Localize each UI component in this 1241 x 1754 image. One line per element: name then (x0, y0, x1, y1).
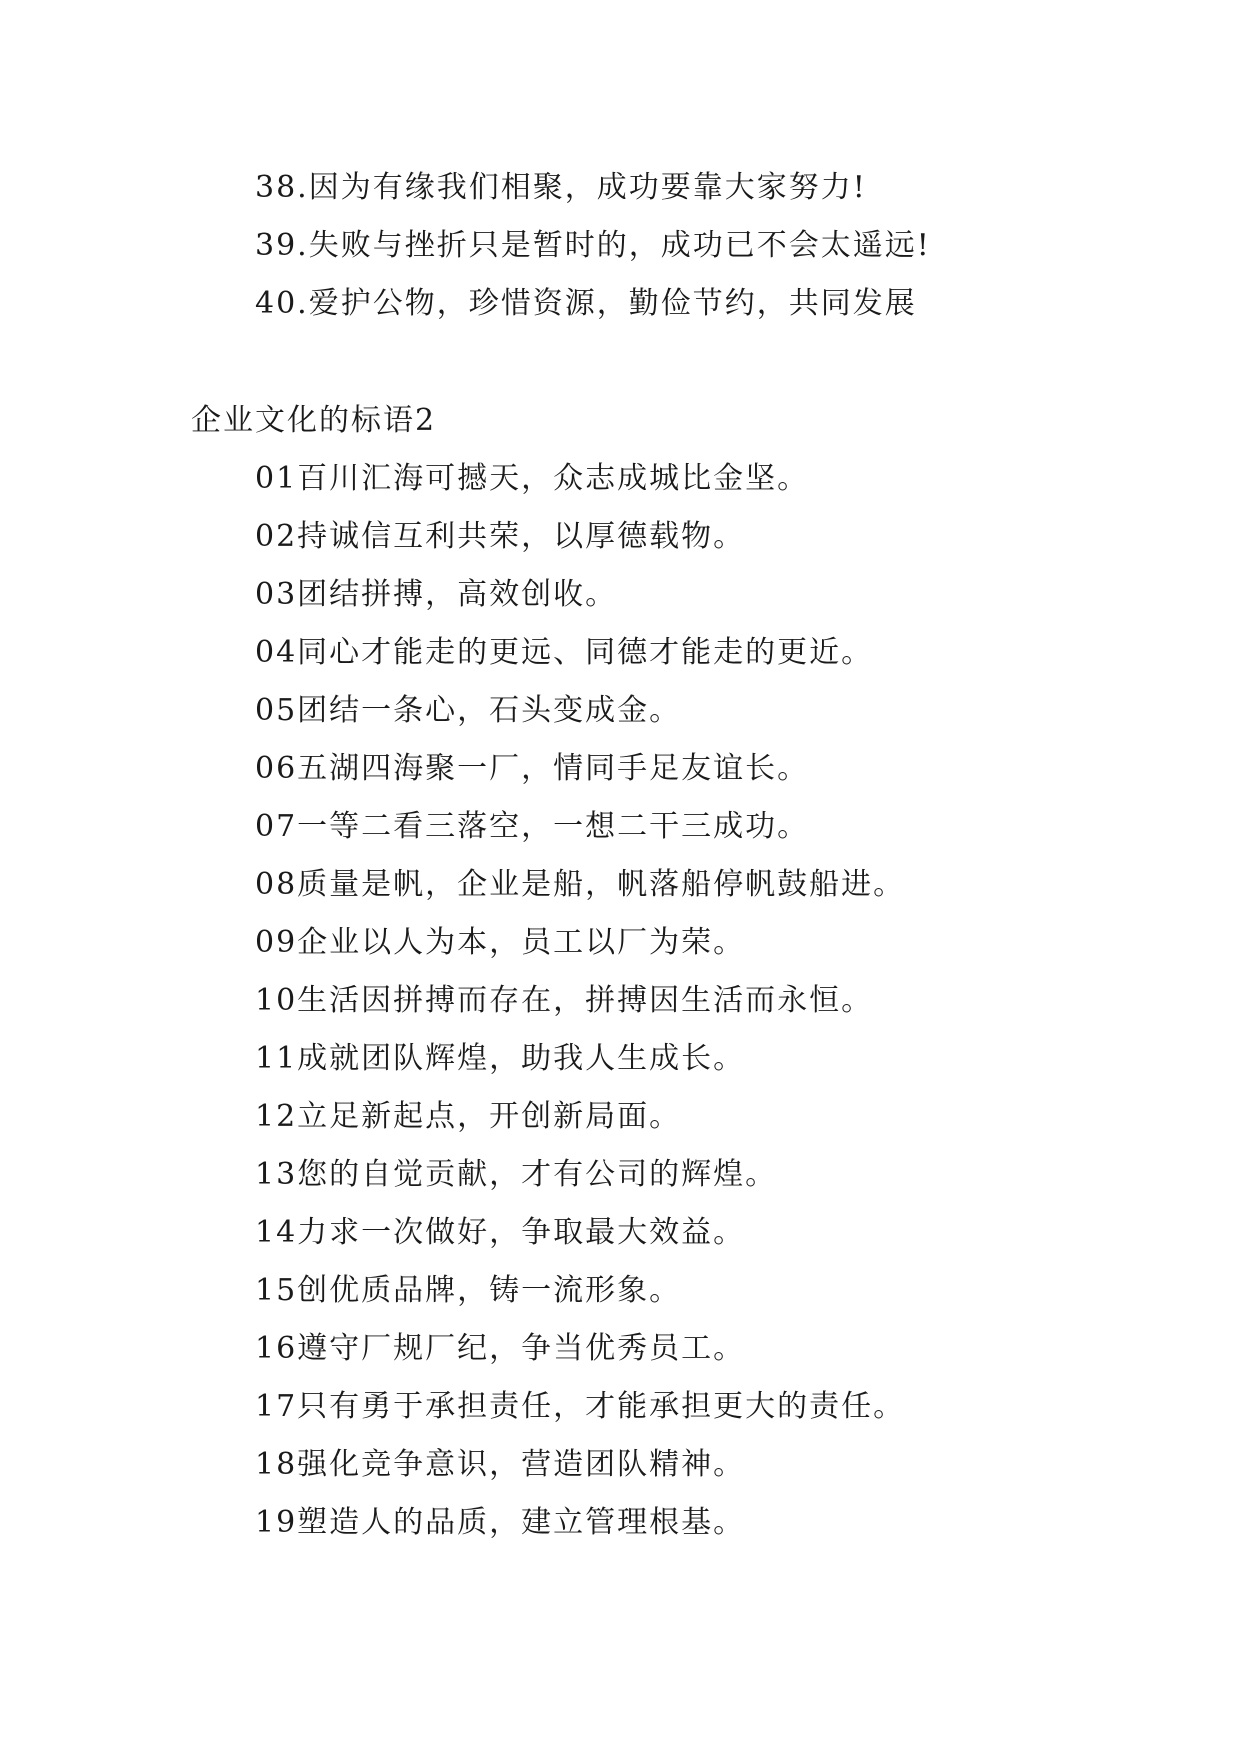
slogan-item-15: 15创优质品牌，铸一流形象。 (255, 1273, 682, 1308)
slogan-item-38: 38.因为有缘我们相聚，成功要靠大家努力! (255, 170, 867, 205)
slogan-item-13: 13您的自觉贡献，才有公司的辉煌。 (255, 1157, 778, 1192)
slogan-item-11: 11成就团队辉煌，助我人生成长。 (255, 1041, 746, 1076)
slogan-item-19: 19塑造人的品质，建立管理根基。 (255, 1505, 746, 1540)
slogan-item-02: 02持诚信互利共荣，以厚德载物。 (255, 519, 746, 554)
slogan-item-09: 09企业以人为本，员工以厂为荣。 (255, 925, 746, 960)
slogan-item-12: 12立足新起点，开创新局面。 (255, 1099, 682, 1134)
slogan-item-03: 03团结拼搏，高效创收。 (255, 577, 618, 612)
slogan-item-18: 18强化竞争意识，营造团队精神。 (255, 1447, 746, 1482)
slogan-item-39: 39.失败与挫折只是暂时的，成功已不会太遥远! (255, 228, 931, 263)
slogan-item-40: 40.爱护公物，珍惜资源，勤俭节约，共同发展 (255, 286, 917, 321)
slogan-item-10: 10生活因拼搏而存在，拼搏因生活而永恒。 (255, 983, 874, 1018)
slogan-item-05: 05团结一条心，石头变成金。 (255, 693, 682, 728)
slogan-item-01: 01百川汇海可撼天，众志成城比金坚。 (255, 461, 810, 496)
slogan-item-08: 08质量是帆，企业是船，帆落船停帆鼓船进。 (255, 867, 906, 902)
slogan-item-16: 16遵守厂规厂纪，争当优秀员工。 (255, 1331, 746, 1366)
slogan-item-04: 04同心才能走的更远、同德才能走的更近。 (255, 635, 874, 670)
slogan-item-17: 17只有勇于承担责任，才能承担更大的责任。 (255, 1389, 906, 1424)
slogan-item-07: 07一等二看三落空，一想二干三成功。 (255, 809, 810, 844)
section-heading: 企业文化的标语2 (191, 403, 437, 438)
slogan-item-14: 14力求一次做好，争取最大效益。 (255, 1215, 746, 1250)
slogan-item-06: 06五湖四海聚一厂，情同手足友谊长。 (255, 751, 810, 786)
